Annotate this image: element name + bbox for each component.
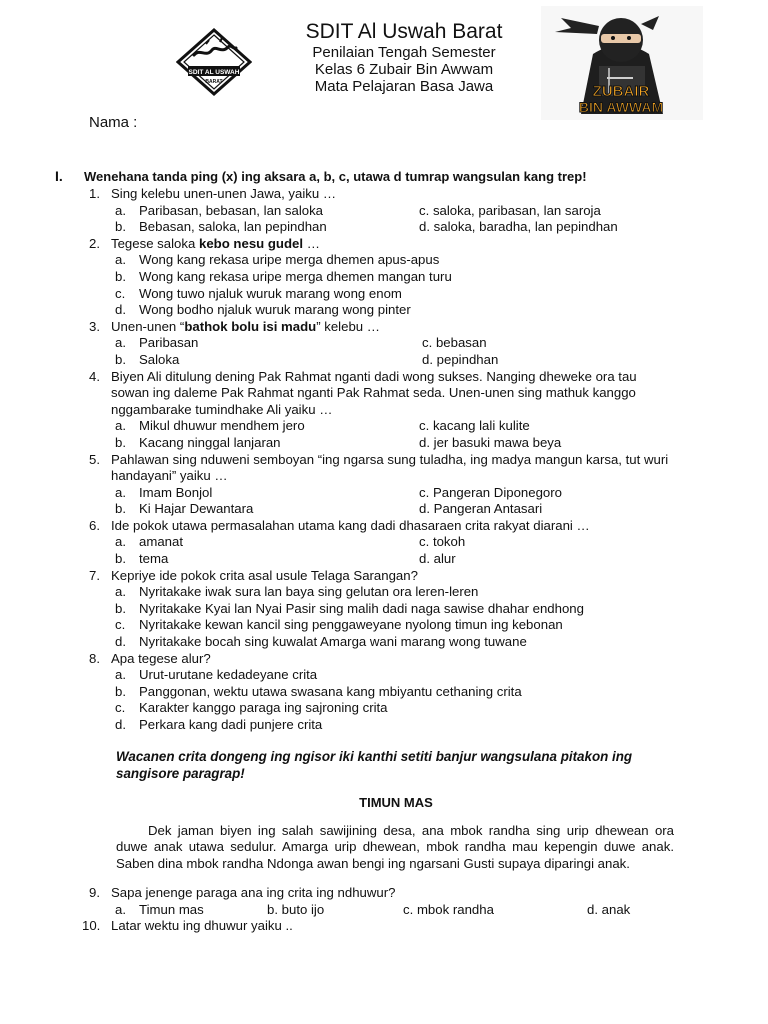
- option-c[interactable]: c. Pangeran Diponegoro: [419, 484, 562, 500]
- option-d[interactable]: d. pepindhan: [422, 351, 499, 367]
- option-b[interactable]: b. buto ijo: [267, 901, 325, 917]
- option-a[interactable]: a. amanat: [115, 534, 183, 550]
- option-c[interactable]: c. kacang lali kulite: [419, 418, 530, 434]
- emblem-sublabel: BARAT: [205, 79, 223, 85]
- question-6: [0, 518, 671, 535]
- option-d[interactable]: d. saloka, baradha, lan pepindhan: [419, 219, 618, 235]
- question-text: Pahlawan sing nduweni semboyan “ing ngarsa sung tuladha, ing madya mangun karsa, tut wuri handayani” yaiku …: [111, 451, 669, 484]
- option-b[interactable]: b. Panggonan, wektu utawa swasana kang mbiyantu cethaning crita: [115, 683, 522, 699]
- option-d[interactable]: d. jer basuki mawa beya: [419, 434, 562, 450]
- school-name: SDIT Al Uswah Barat: [305, 20, 503, 43]
- option-b[interactable]: b. Bebasan, saloka, lan pepindhan: [115, 219, 327, 235]
- option-a[interactable]: a. Paribasan: [115, 335, 199, 351]
- school-emblem-icon: [176, 28, 252, 96]
- options-1: [0, 203, 768, 236]
- question-number: 1.: [89, 186, 100, 201]
- option-a[interactable]: a. Nyritakake iwak sura lan baya sing gelutan ora leren-leren: [115, 584, 479, 600]
- question-7: [0, 568, 671, 585]
- options-5: [0, 485, 768, 518]
- question-number: 9.: [89, 884, 100, 900]
- option-c[interactable]: c. saloka, paribasan, lan saroja: [419, 202, 601, 218]
- question-text: Sing kelebu unen-unen Jawa, yaiku …: [111, 186, 337, 201]
- exam-body: [0, 168, 768, 935]
- reading-instruction: Wacanen crita dongeng ing ngisor iki kanthi setiti banjur wangsulana pitakon ing sangisore paragrap!: [116, 748, 633, 781]
- option-d[interactable]: d. Perkara kang dadi punjere crita: [115, 717, 323, 732]
- option-a[interactable]: a. Urut-urutane kedadeyane crita: [115, 667, 318, 683]
- option-b[interactable]: b. tema: [115, 551, 169, 567]
- question-8: [0, 651, 671, 668]
- option-b[interactable]: b. Wong kang rekasa uripe merga dhemen mangan turu: [115, 268, 452, 284]
- question-text: Unen-unen “bathok bolu isi madu” kelebu …: [111, 318, 380, 334]
- subject-name: Mata Pelajaran Basa Jawa: [314, 78, 494, 95]
- question-text: Apa tegese alur?: [111, 650, 211, 666]
- question-3: [0, 319, 671, 336]
- option-d[interactable]: d. alur: [419, 551, 456, 567]
- ninja-mascot-icon: [541, 6, 703, 120]
- option-c[interactable]: c. tokoh: [419, 534, 466, 550]
- section-header: [0, 168, 768, 186]
- option-b[interactable]: b. Saloka: [115, 351, 180, 367]
- story-paragraph: Dek jaman biyen ing salah sawijining desa, ana mbok randha sing urip dhewean ora duwe anak utawa sedulur. Amarga urip dhewean, mbok randha mau kepengin duwe anak. Saben dina mbok randha Ndonga awan bengi ing ngarsani Gusti supaya diparingi anak.: [116, 822, 674, 872]
- question-text: Kepriye ide pokok crita asal usule Telaga Sarangan?: [111, 567, 418, 583]
- exam-title: Penilaian Tengah Semester: [312, 44, 496, 61]
- option-b[interactable]: b. Ki Hajar Dewantara: [115, 501, 254, 517]
- option-a[interactable]: a. Imam Bonjol: [115, 484, 213, 500]
- option-d[interactable]: d. Wong bodho njaluk wuruk marang wong pinter: [115, 302, 411, 318]
- question-10: [0, 918, 671, 935]
- question-number: 6.: [89, 517, 100, 533]
- option-b[interactable]: b. Nyritakake Kyai lan Nyai Pasir sing malih dadi naga sawise dhahar endhong: [115, 600, 584, 616]
- option-a[interactable]: a. Timun mas: [115, 901, 204, 917]
- option-a[interactable]: a. Paribasan, bebasan, lan saloka: [115, 202, 324, 218]
- option-c[interactable]: c. mbok randha: [403, 901, 494, 917]
- question-number: 5.: [89, 451, 100, 467]
- page-header: [0, 0, 768, 130]
- story-title: TIMUN MAS: [359, 794, 433, 810]
- section-number: I.: [55, 168, 63, 184]
- option-d[interactable]: d. Nyritakake bocah sing kuwalat Amarga wani marang wong tuwane: [115, 634, 527, 650]
- mascot-label-2: BIN AWWAM: [578, 99, 664, 115]
- question-text: Biyen Ali ditulung dening Pak Rahmat nganti dadi wong sukses. Nanging dheweke ora tau sowan ing daleme Pak Rahmat nganti Pak Rahmat seda. Unen-unen sing mathuk kanggo nggambarake tumindhake Ali yaiku …: [111, 368, 637, 417]
- question-5: [0, 452, 671, 485]
- option-c[interactable]: c. Nyritakake kewan kancil sing penggaweyane nyolong timun ing kebonan: [115, 617, 563, 633]
- question-text: Tegese saloka kebo nesu gudel …: [111, 235, 320, 251]
- options-6: [0, 534, 768, 567]
- question-4: [0, 369, 671, 419]
- option-b[interactable]: b. Kacang ninggal lanjaran: [115, 434, 281, 450]
- question-text: Ide pokok utawa permasalahan utama kang dadi dhasaraen crita rakyat diarani …: [111, 517, 590, 533]
- class-name: Kelas 6 Zubair Bin Awwam: [314, 61, 494, 78]
- options-3: [0, 335, 768, 368]
- question-number: 3.: [89, 318, 100, 334]
- question-text: Sapa jenenge paraga ana ing crita ing ndhuwur?: [111, 884, 396, 900]
- options-4: [0, 418, 768, 451]
- header-titles: [268, 20, 540, 95]
- option-d[interactable]: d. anak: [587, 901, 631, 917]
- option-a[interactable]: a. Wong kang rekasa uripe merga dhemen apus-apus: [115, 252, 440, 268]
- question-number: 10.: [82, 918, 101, 934]
- question-number: 4.: [89, 368, 100, 384]
- question-text: Latar wektu ing dhuwur yaiku ..: [111, 918, 293, 934]
- option-d[interactable]: d. Pangeran Antasari: [419, 501, 543, 517]
- question-number: 2.: [89, 235, 100, 251]
- question-number: 7.: [89, 567, 100, 583]
- name-field-label: Nama :: [89, 114, 138, 131]
- option-c[interactable]: c. Wong tuwo njaluk wuruk marang wong enom: [115, 285, 402, 301]
- option-c[interactable]: c. bebasan: [422, 335, 487, 351]
- options-9: [0, 902, 768, 919]
- section-instruction: Wenehana tanda ping (x) ing aksara a, b, c, utawa d tumrap wangsulan kang trep!: [84, 169, 587, 184]
- mascot-label-1: ZUBAIR: [592, 83, 650, 100]
- question-number: 8.: [89, 650, 100, 666]
- question-9: [0, 885, 671, 902]
- option-c[interactable]: c. Karakter kanggo paraga ing sajroning crita: [115, 700, 388, 716]
- question-2: [0, 236, 671, 253]
- option-a[interactable]: a. Mikul dhuwur mendhem jero: [115, 418, 305, 434]
- question-1: [0, 186, 671, 203]
- emblem-label: SDIT AL USWAH: [188, 69, 240, 76]
